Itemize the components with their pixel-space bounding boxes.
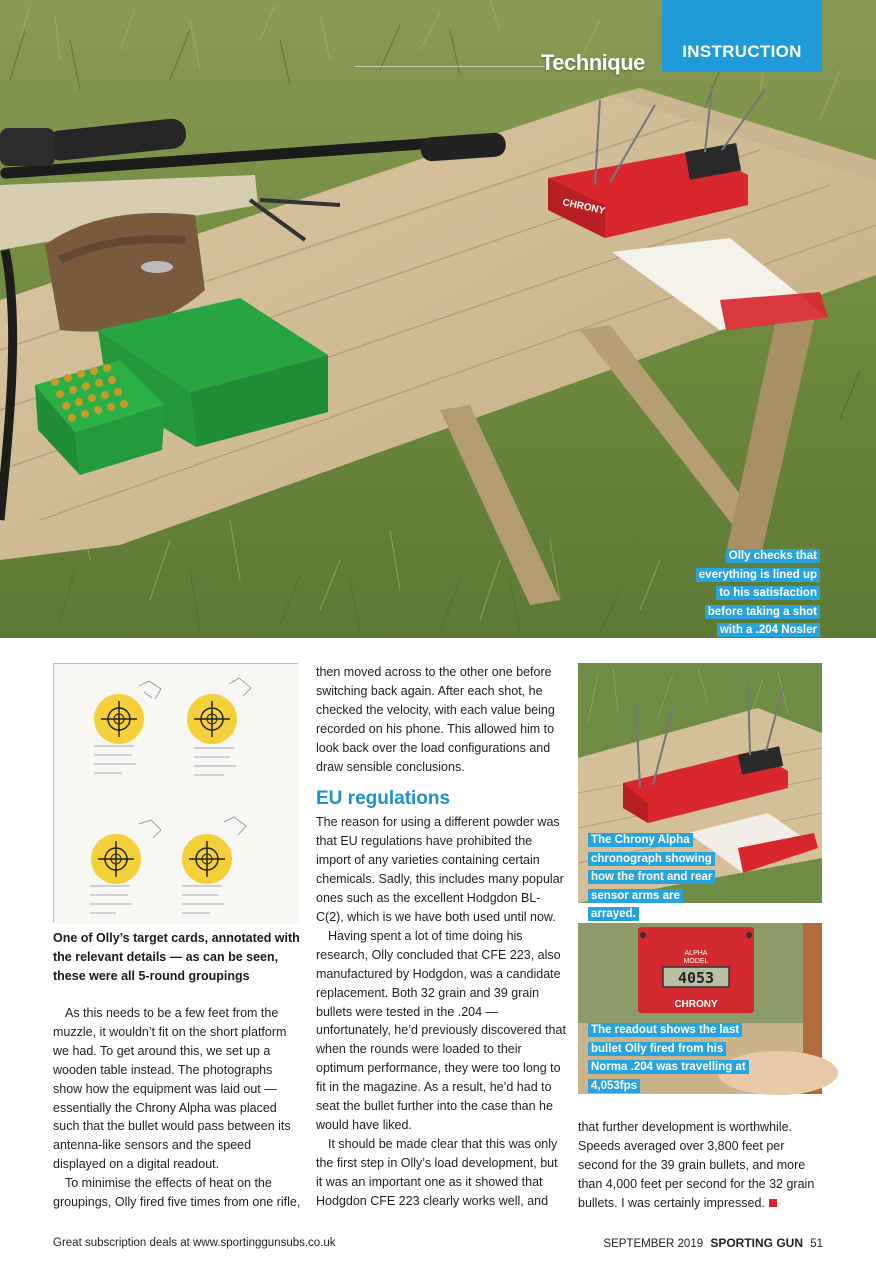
hero-photo-illustration bbox=[0, 0, 876, 638]
footer-page-number: 51 bbox=[810, 1238, 823, 1250]
chrony-caption bbox=[588, 830, 728, 923]
chrony-caption-text: The Chrony Alpha chronograph showing how the front and rear sensor arms are arrayed. bbox=[588, 833, 715, 921]
section-rule bbox=[355, 66, 545, 67]
readout-model-line2: MODEL bbox=[683, 958, 709, 965]
footer-issue: SEPTEMBER 2019 bbox=[603, 1238, 704, 1250]
footer-folio bbox=[603, 1236, 823, 1250]
target-1 bbox=[94, 694, 144, 744]
body-paragraph-text: that further development is worthwhile. Speeds averaged over 3,800 feet per second for the 39 grain bullets, and more than 4,000 feet per second for the 32 grain bullets. I was certainly impressed. bbox=[578, 1120, 815, 1210]
body-paragraph: The reason for using a different powder was that EU regulations have prohibited the import of any varieties containing certain chemicals. Sadly, this includes many popular ones such as the excellent Hodgdon BL-C(2), which is we have both used until now. bbox=[316, 815, 564, 924]
footer-magazine: SPORTING GUN bbox=[710, 1236, 803, 1250]
subheading-eu-regulations: EU regulations bbox=[316, 788, 451, 810]
readout-brand: CHRONY bbox=[674, 999, 718, 1010]
target-3 bbox=[91, 834, 141, 884]
readout-photo bbox=[578, 923, 822, 1094]
hero-caption bbox=[690, 546, 820, 639]
readout-model-line1: ALPHA bbox=[684, 950, 708, 957]
section-label: Technique bbox=[541, 50, 645, 75]
body-column-3 bbox=[578, 1118, 828, 1213]
target-2 bbox=[187, 694, 237, 744]
body-paragraph: then moved across to the other one before switching back again. After each shot, he checked the velocity, with each value being recorded on his phone. This allowed him to look back over the load configurations and draw sensible conclusions. bbox=[316, 665, 555, 774]
article-end-mark-icon bbox=[769, 1199, 777, 1207]
body-paragraph bbox=[578, 1118, 828, 1213]
target-card-illustration bbox=[54, 664, 299, 924]
chrony-photo bbox=[578, 663, 822, 920]
body-column-2 bbox=[316, 663, 566, 1210]
body-paragraph: To minimise the effects of heat on the groupings, Olly fired five times from one rifle, bbox=[53, 1176, 301, 1210]
hero-caption-text: Olly checks that everything is lined up to his satisfaction before taking a shot with a .204 Nosler bbox=[696, 549, 820, 637]
hero-chrony-logo: CHRONY bbox=[561, 197, 607, 217]
target-4 bbox=[182, 834, 232, 884]
body-column-1 bbox=[53, 1004, 303, 1212]
readout-caption-text: The readout shows the last bullet Olly fired from his Norma .204 was travelling at 4,053fps bbox=[588, 1023, 749, 1093]
instruction-tab bbox=[662, 0, 822, 72]
footer-subscription: Great subscription deals at www.sportinggunsubs.co.uk bbox=[53, 1237, 336, 1249]
instruction-tab-label: INSTRUCTION bbox=[682, 42, 802, 61]
readout-value: 4053 bbox=[677, 969, 715, 987]
hero-photo bbox=[0, 0, 876, 638]
body-paragraph: Having spent a lot of time doing his research, Olly concluded that CFE 223, also manufactured by Hodgdon, was a candidate replacement. Both 32 grain and 39 grain bullets were tested in the .204 — unfortunately, he’d previously discovered that when the rounds were loaded to their optimum performance, they were too long to fit in the magazine. As a result, he’d had to seat the bullet further into the case than he would have liked. bbox=[316, 928, 566, 1132]
body-paragraph: It should be made clear that this was only the first step in Olly’s load development, but it was an important one as it showed that Hodgdon CFE 223 clearly works well, and bbox=[316, 1136, 558, 1208]
target-card-caption: One of Olly’s target cards, annotated with the relevant details — as can be seen, these were all 5-round groupings bbox=[53, 931, 300, 983]
body-paragraph: As this needs to be a few feet from the muzzle, it wouldn’t fit on the short platform we had. To get around this, we set up a wooden table instead. The photographs show how the equipment was laid out — essentially the Chrony Alpha was placed such that the bullet would pass between its antenna-like sensors and the speed displayed on a digital readout. bbox=[53, 1006, 291, 1172]
target-card-photo bbox=[53, 663, 298, 923]
readout-caption bbox=[588, 1020, 748, 1094]
